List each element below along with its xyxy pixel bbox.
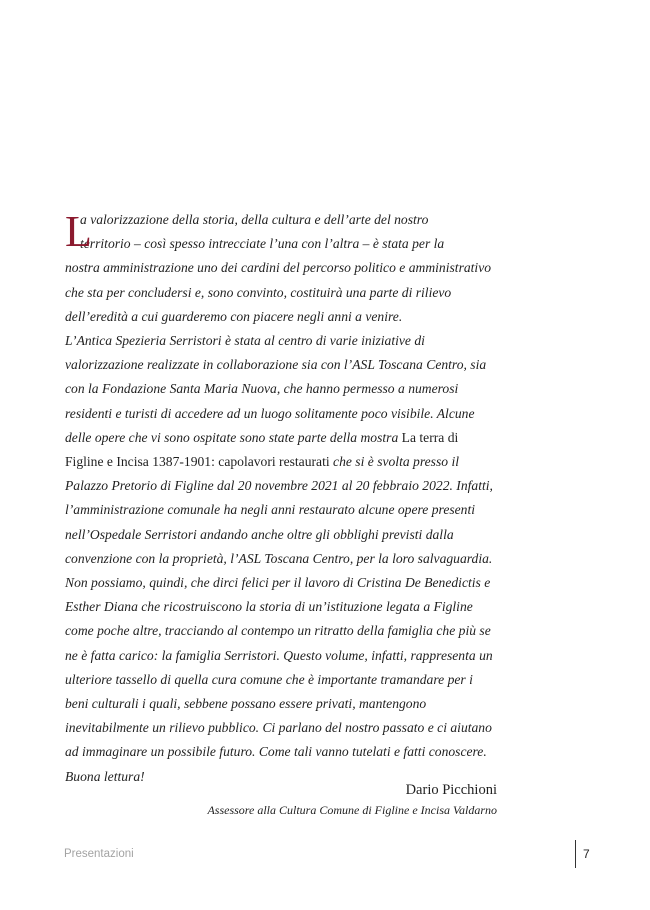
first-line bbox=[65, 208, 495, 256]
paragraph-spezieria bbox=[65, 329, 495, 571]
paragraph-conclusion: Non possiamo, quindi, che dirci felici per il lavoro di Cristina De Benedictis e Esther Diana che ricostruiscono la storia di un’istituzione legata a Figline come poche altre, tracciando al contempo un ritratto della famiglia che più se ne è fatta carico: la famiglia Serristori. Questo volume, infatti, rappresenta un ulteriore tassello di quella cura comune che è importante tramandare per i beni culturali i quali, sebbene possano essere privati, mantengono inevitabilmente un rilievo pubblico. Ci parlano del nostro passato e ci aiutano ad immaginare un possibile futuro. Come tali vanno tutelati e fatti conoscere. Buona lettura! bbox=[65, 575, 493, 784]
author-role: Assessore alla Cultura Comune di Figline e Incisa Valdarno bbox=[207, 803, 497, 817]
spezieria-text-after: che si è svolta presso il Palazzo Pretorio di Figline dal 20 novembre 2021 al 20 febbraio 2022. Infatti, l’amministrazione comunale ha negli anni restaurato alcune opere presenti nell’Ospedale Serristori andando anche oltre gli obblighi previsti dalla convenzione con la proprietà, l’ASL Toscana Centro, per la loro salvaguardia. bbox=[65, 454, 493, 566]
intro-line-1: a valorizzazione della storia, della cultura e dell’arte del nostro bbox=[80, 212, 429, 227]
page-number: 7 bbox=[583, 847, 590, 861]
author-name: Dario Picchioni bbox=[405, 782, 497, 798]
intro-line-2: territorio – così spesso intrecciate l’una con l’altra – è stata per la bbox=[80, 236, 445, 252]
paragraph-intro bbox=[65, 208, 495, 329]
signature-block bbox=[137, 780, 497, 820]
spezieria-text-before: L’Antica Spezieria Serristori è stata al centro di varie iniziative di valorizzazione realizzate in collaborazione sia con l’ASL Toscana Centro, sia con la Fondazione Santa Maria Nuova, che hanno permesso a numerosi residenti e turisti di accedere ad un luogo solitamente poco visibile. Alcune delle opere che vi sono ospitate sono state parte della mostra bbox=[65, 333, 487, 445]
section-label: Presentazioni bbox=[64, 848, 134, 860]
footer-divider bbox=[575, 840, 576, 868]
article-body bbox=[65, 208, 495, 789]
exhibition-title: La terra di Figline e Incisa 1387-1901: capolavori restaurati bbox=[65, 429, 459, 470]
drop-cap: L bbox=[65, 207, 92, 256]
intro-rest: nostra amministrazione uno dei cardini del percorso politico e amministrativo che sta per concludersi e, sono convinto, costituirà una parte di rilievo dell’eredità a cui guarderemo con piacere negli anni a venire. bbox=[65, 260, 492, 324]
